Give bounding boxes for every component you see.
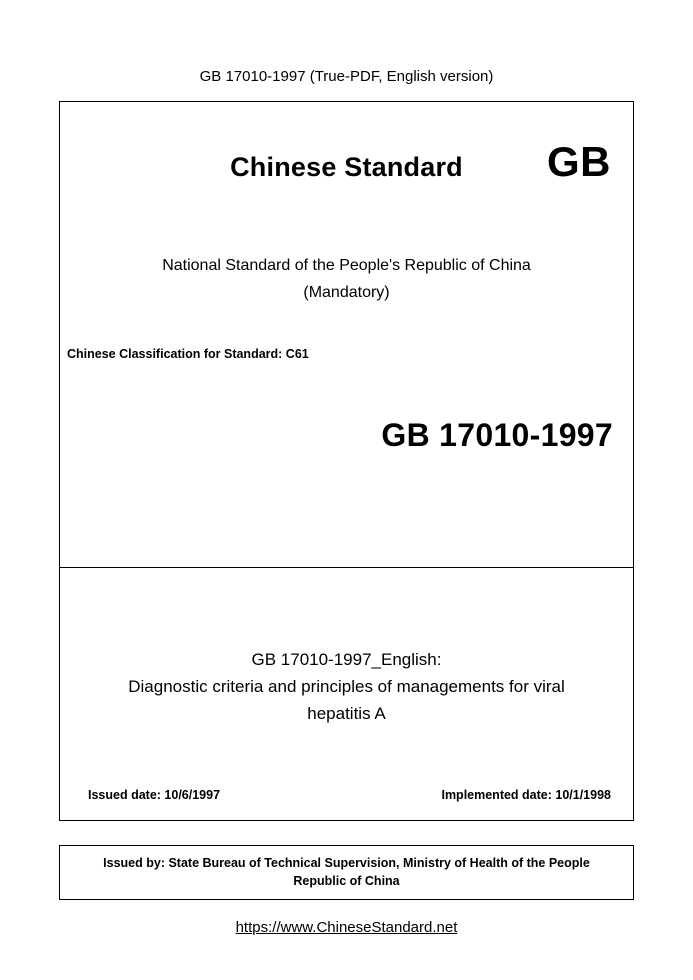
english-title-line-2: Diagnostic criteria and principles of managements for viral bbox=[128, 677, 565, 696]
english-title-line-3: hepatitis A bbox=[307, 704, 386, 723]
classification-text: Chinese Classification for Standard: C61 bbox=[67, 347, 309, 361]
issuer-line-2: Republic of China bbox=[293, 874, 400, 888]
implemented-date: Implemented date: 10/1/1998 bbox=[441, 788, 611, 802]
site-url-link[interactable]: https://www.ChineseStandard.net bbox=[235, 919, 458, 936]
cover-bottom-panel bbox=[60, 568, 633, 820]
cover-top-panel bbox=[60, 102, 633, 568]
issuer-box bbox=[59, 845, 634, 900]
issued-date: Issued date: 10/6/1997 bbox=[88, 788, 221, 802]
national-standard-line-2: (Mandatory) bbox=[303, 284, 390, 301]
national-standard-block bbox=[60, 252, 633, 306]
standard-number: GB 17010-1997 bbox=[381, 417, 613, 453]
page-title: Chinese Standard bbox=[230, 152, 463, 182]
cover-frame bbox=[59, 101, 634, 821]
page-caption: GB 17010-1997 (True-PDF, English version) bbox=[199, 68, 494, 85]
english-title-line-1: GB 17010-1997_English: bbox=[251, 650, 442, 669]
national-standard-line-1: National Standard of the People's Republic of China bbox=[162, 257, 531, 274]
date-row bbox=[88, 788, 611, 802]
issuer-line-1: Issued by: State Bureau of Technical Supervision, Ministry of Health of the People bbox=[103, 856, 590, 870]
gb-logo-mark: GB bbox=[547, 138, 611, 185]
english-title bbox=[82, 646, 611, 727]
